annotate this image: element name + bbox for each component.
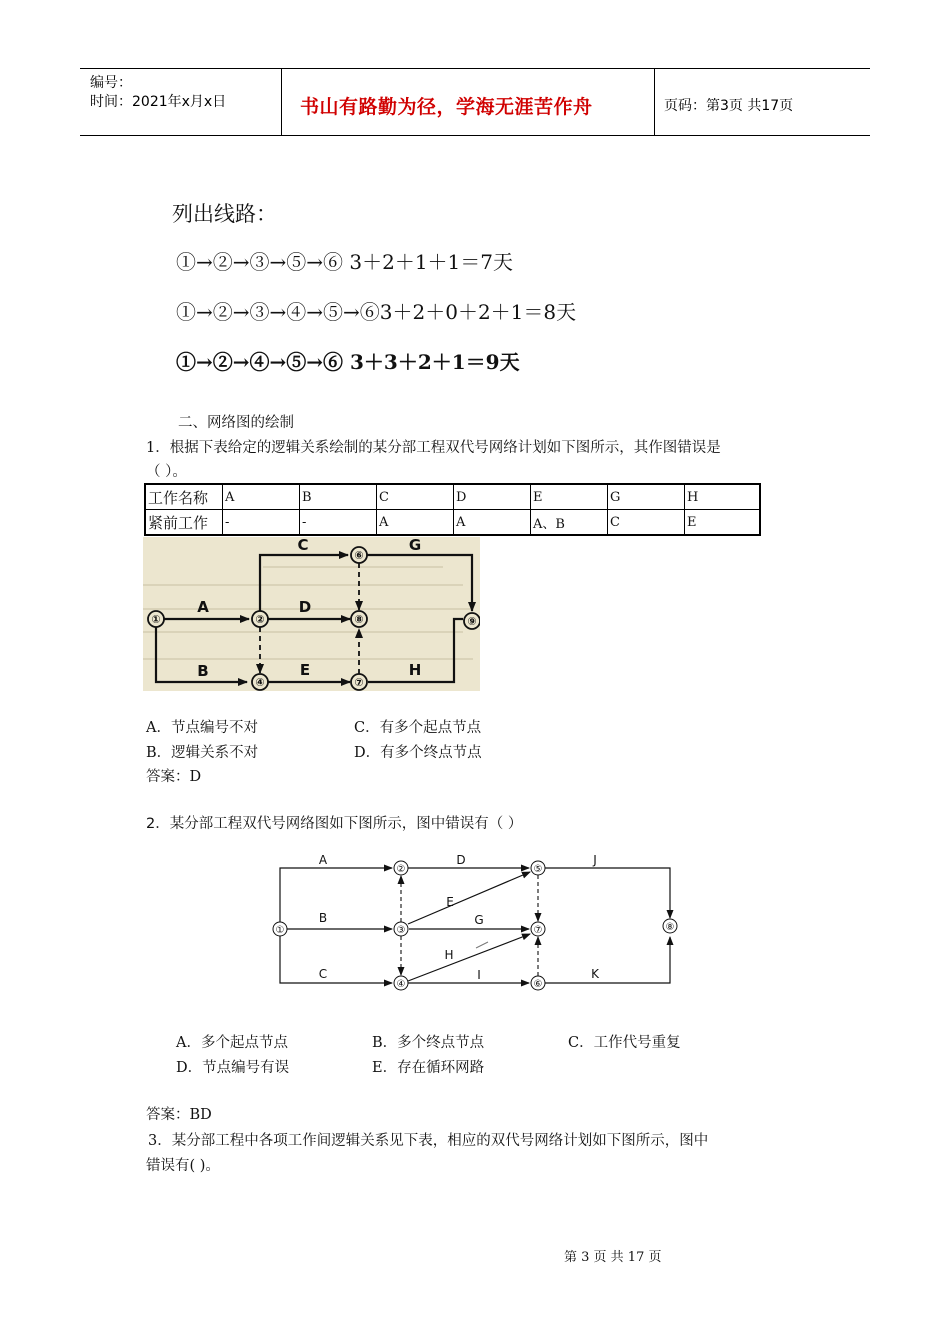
scan-mark — [476, 942, 488, 948]
q2-option-a: A．多个起点节点 — [176, 1035, 288, 1051]
arrow-k — [545, 937, 670, 983]
table-row — [145, 484, 760, 510]
route-1: ①→②→③→⑤→⑥ 3＋2＋1＋1＝7天 — [176, 250, 514, 274]
q1-network-diagram — [143, 537, 480, 691]
table-cell: E — [531, 484, 608, 510]
arrow-e — [408, 872, 530, 924]
q1-answer: 答案：D — [146, 769, 202, 785]
table-cell: C — [608, 510, 685, 536]
arrow-j — [545, 868, 670, 918]
q2-option-b: B．多个终点节点 — [372, 1035, 485, 1051]
header-bottom-rule — [80, 135, 870, 136]
label-g: G — [408, 537, 422, 554]
table-cell: E — [685, 510, 761, 536]
arrow-c — [280, 936, 392, 983]
label-a: A — [197, 598, 209, 616]
q1-option-c: C．有多个起点节点 — [354, 720, 482, 736]
header-divider-right — [654, 68, 655, 136]
label-d: D — [298, 598, 312, 616]
table-cell: 工作名称 — [145, 484, 223, 510]
table-cell: C — [377, 484, 454, 510]
q3-text-line1: 3．某分部工程中各项工作间逻辑关系见下表，相应的双代号网络计划如下图所示，图中 — [148, 1133, 709, 1149]
q1-option-b: B．逻辑关系不对 — [146, 745, 259, 761]
node-2-text: ② — [255, 613, 265, 626]
label-h: H — [408, 661, 422, 679]
label-b: B — [318, 911, 328, 925]
label-i: I — [477, 968, 481, 982]
q2-option-c: C．工作代号重复 — [568, 1035, 681, 1051]
header-motto: 书山有路勤为径，学海无涯苦作舟 — [300, 96, 593, 118]
node-8-text: ⑧ — [354, 613, 364, 626]
doc-time-label: 时间：2021年x月x日 — [90, 94, 227, 110]
logic-table — [144, 483, 761, 536]
node-7-text: ⑦ — [354, 676, 364, 689]
node-9-text: ⑨ — [467, 615, 477, 628]
q3-text-line2: 错误有( )。 — [146, 1158, 220, 1174]
doc-number-label: 编号： — [90, 75, 132, 91]
table-cell: 紧前工作 — [145, 510, 223, 536]
header-divider-left — [281, 68, 282, 136]
label-d: D — [456, 853, 466, 867]
table-cell: A、B — [531, 510, 608, 536]
routes-title: 列出线路： — [172, 202, 277, 226]
node-5-text: ⑤ — [533, 864, 543, 875]
q2-network-diagram — [268, 852, 683, 994]
route-2: ①→②→③→④→⑤→⑥3＋2＋0＋2＋1＝8天 — [176, 300, 577, 324]
node-7-text: ⑦ — [533, 925, 543, 936]
route-3: ①→②→④→⑤→⑥ 3＋3＋2＋1＝9天 — [176, 350, 520, 374]
arrow-h — [408, 934, 530, 981]
node-3-text: ③ — [396, 925, 406, 936]
page-footer: 第 3 页 共 17 页 — [564, 1250, 662, 1265]
table-cell: G — [608, 484, 685, 510]
label-c: C — [318, 967, 328, 981]
node-1-text: ① — [151, 613, 161, 626]
table-cell: D — [454, 484, 531, 510]
scan-background — [143, 537, 480, 691]
label-h: H — [444, 948, 454, 962]
q2-answer: 答案：BD — [146, 1107, 212, 1123]
table-cell: H — [685, 484, 761, 510]
node-2-text: ② — [396, 864, 406, 875]
node-6-text: ⑥ — [354, 549, 364, 562]
table-cell: - — [223, 510, 300, 536]
header-top-rule — [80, 68, 870, 69]
label-g: G — [474, 913, 484, 927]
q2-option-e: E．存在循环网路 — [372, 1060, 485, 1076]
q1-option-a: A．节点编号不对 — [146, 720, 258, 736]
q1-text-line2: （ ）。 — [146, 464, 187, 480]
page-info: 页码：第3页 共17页 — [664, 98, 794, 114]
table-cell: B — [300, 484, 377, 510]
table-cell: A — [223, 484, 300, 510]
q1-text-line1: 1．根据下表给定的逻辑关系绘制的某分部工程双代号网络计划如下图所示，其作图错误是 — [146, 440, 721, 456]
node-4-text: ④ — [255, 676, 265, 689]
label-b: B — [197, 662, 209, 680]
q2-option-d: D．节点编号有误 — [176, 1060, 290, 1076]
table-cell: A — [454, 510, 531, 536]
node-4-text: ④ — [396, 979, 406, 990]
node-1-text: ① — [275, 925, 285, 936]
arrow-a — [280, 868, 392, 922]
label-j: J — [593, 853, 597, 867]
table-row — [145, 510, 760, 536]
node-8-text: ⑧ — [665, 922, 675, 933]
label-e: E — [446, 895, 454, 909]
label-c: C — [297, 537, 309, 554]
table-cell: A — [377, 510, 454, 536]
label-a: A — [318, 853, 328, 867]
node-6-text: ⑥ — [533, 979, 543, 990]
section-heading: 二、网络图的绘制 — [178, 415, 294, 431]
q1-option-d: D．有多个终点节点 — [354, 745, 482, 761]
label-k: K — [591, 967, 599, 981]
q2-text: 2．某分部工程双代号网络图如下图所示，图中错误有（ ） — [146, 816, 523, 832]
label-e: E — [299, 661, 311, 679]
table-cell: - — [300, 510, 377, 536]
